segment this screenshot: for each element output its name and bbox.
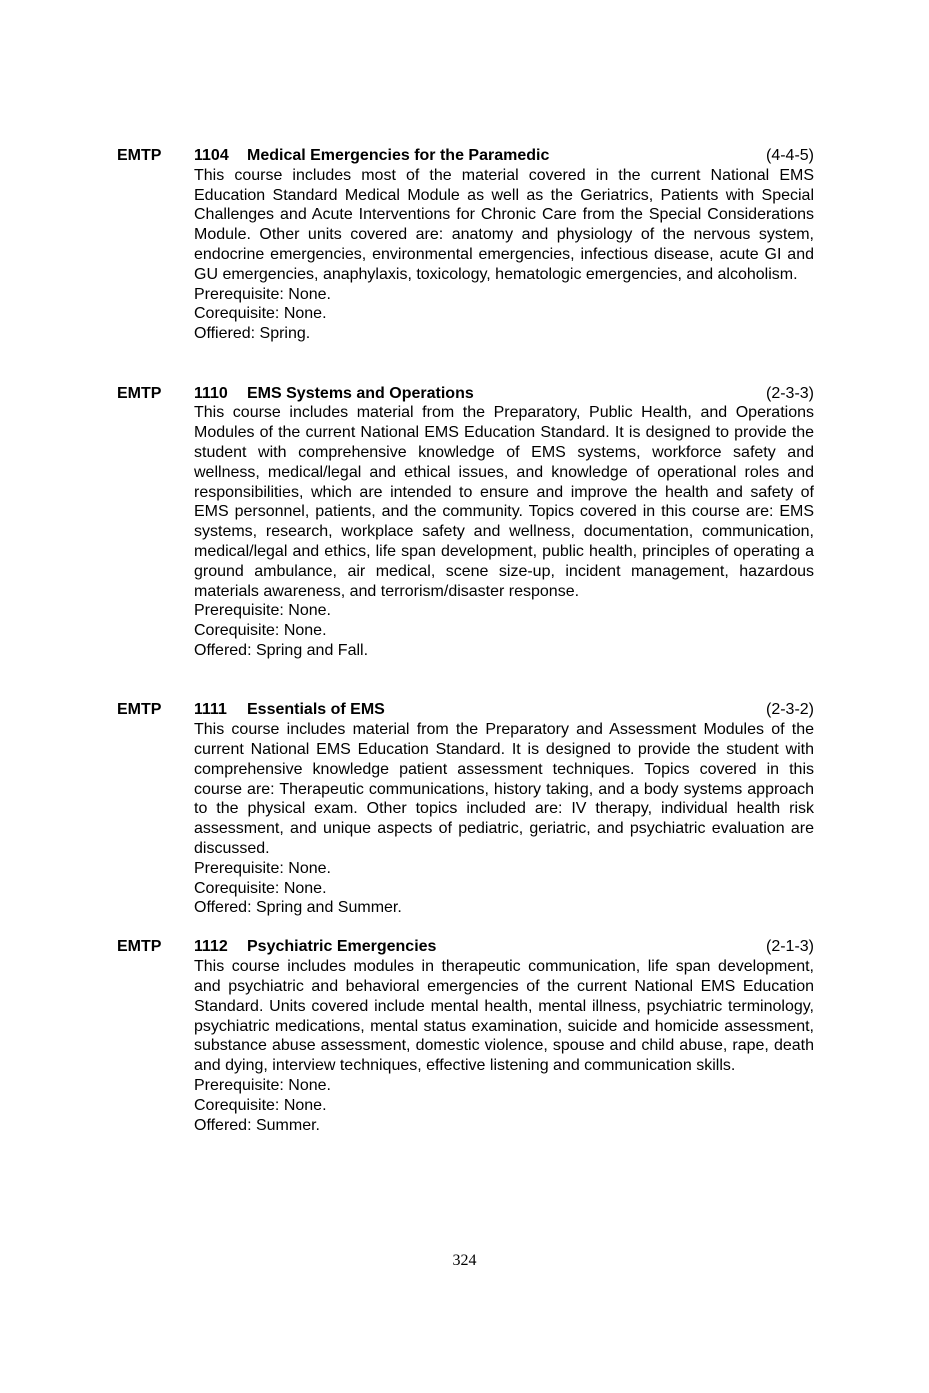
course-offered: Offered: Spring and Fall.: [194, 641, 369, 659]
course-title: Medical Emergencies for the Paramedic: [247, 147, 550, 164]
course-entry-1104: [117, 146, 814, 344]
course-prefix: EMTP: [117, 938, 162, 956]
course-title: Essentials of EMS: [247, 701, 385, 719]
course-header: [117, 937, 814, 957]
course-corequisite: Corequisite: None.: [194, 879, 327, 897]
course-title: Psychiatric Emergencies: [247, 938, 437, 956]
course-entry-1110: [117, 384, 814, 661]
course-number: 1111: [194, 701, 227, 719]
course-title: EMS Systems and Operations: [247, 384, 474, 402]
course-body: [194, 166, 814, 344]
course-description: This course includes material from the Preparatory and Assessment Modules of the current National EMS Education Standard. It is designed to provide the student with comprehensive knowledge patient assessment techniques. Topics covered in this course are: Therapeutic communications, history taking, and a body systems approach to the physical exam. Other topics included are: IV therapy, individual health risk assessment, and unique aspects of pediatric, geriatric, and psychiatric evaluation are discussed.: [194, 721, 814, 857]
course-corequisite: Corequisite: None.: [194, 305, 327, 323]
course-prefix: EMTP: [117, 384, 162, 402]
course-body: [194, 957, 814, 1135]
course-offered: Offered: Summer.: [194, 1116, 320, 1134]
course-body: [194, 403, 814, 660]
course-entry-1111: [117, 700, 814, 918]
course-prefix: EMTP: [117, 701, 162, 719]
course-description: This course includes modules in therapeutic communication, life span development, and psychiatric and behavioral emergencies of the current National EMS Education Standard. Units covered include mental health, mental illness, psychiatric terminology, psychiatric medications, mental status examination, suicide and homicide assessment, substance abuse assessment, domestic violence, spouse and child abuse, rape, death and dying, interview techniques, effective listening and communication skills.: [194, 958, 814, 1075]
course-header: [117, 384, 814, 404]
course-credits: (2-3-3): [765, 384, 814, 402]
course-prerequisite: Prerequisite: None.: [194, 602, 331, 620]
course-body: [194, 720, 814, 918]
course-credits: (2-3-2): [765, 701, 814, 719]
course-description: This course includes material from the Preparatory, Public Health, and Operations Modules of the current National EMS Education Standard. It is designed to provide the student with comprehensive knowledge of EMS systems, workforce safety and wellness, medical/legal and ethical issues, and knowledge of operational roles and responsibilities, which are intended to ensure and improve the health and safety of EMS personnel, patients, and the community. Topics covered in this course are: EMS systems, research, workplace safety and wellness, documentation, communication, medical/legal and ethics, life span development, public health, principles of operating a ground ambulance, air medical, scene size-up, incident management, hazardous materials awareness, and terrorism/disaster response.: [194, 404, 814, 600]
course-offered: Offiered: Spring.: [194, 325, 311, 343]
course-entry-1112: [117, 937, 814, 1135]
course-prerequisite: Prerequisite: None.: [194, 285, 331, 303]
course-credits: (2-1-3): [765, 938, 814, 956]
course-number: 1110: [194, 384, 228, 402]
course-description: This course includes most of the material covered in the current National EMS Education Standard Medical Module as well as the Geriatrics, Patients with Special Challenges and Acute Interventions for Chronic Care from the Special Considerations Module. Other units covered are: anatomy and physiology of the nervous system, endocrine emergencies, environmental emergencies, infectious disease, acute GI and GU emergencies, anaphylaxis, toxicology, hematologic emergencies, and alcoholism.: [194, 166, 814, 283]
course-prerequisite: Prerequisite: None.: [194, 1076, 331, 1094]
course-header: [117, 700, 814, 720]
course-prefix: EMTP: [117, 147, 162, 164]
course-number: 1112: [194, 938, 228, 956]
course-prerequisite: Prerequisite: None.: [194, 859, 331, 877]
course-offered: Offered: Spring and Summer.: [194, 899, 402, 917]
course-corequisite: Corequisite: None.: [194, 622, 327, 640]
course-number: 1104: [194, 147, 229, 164]
page-number: 324: [452, 1252, 477, 1269]
course-header: [117, 146, 814, 166]
course-corequisite: Corequisite: None.: [194, 1096, 327, 1114]
course-credits: (4-4-5): [765, 147, 814, 164]
